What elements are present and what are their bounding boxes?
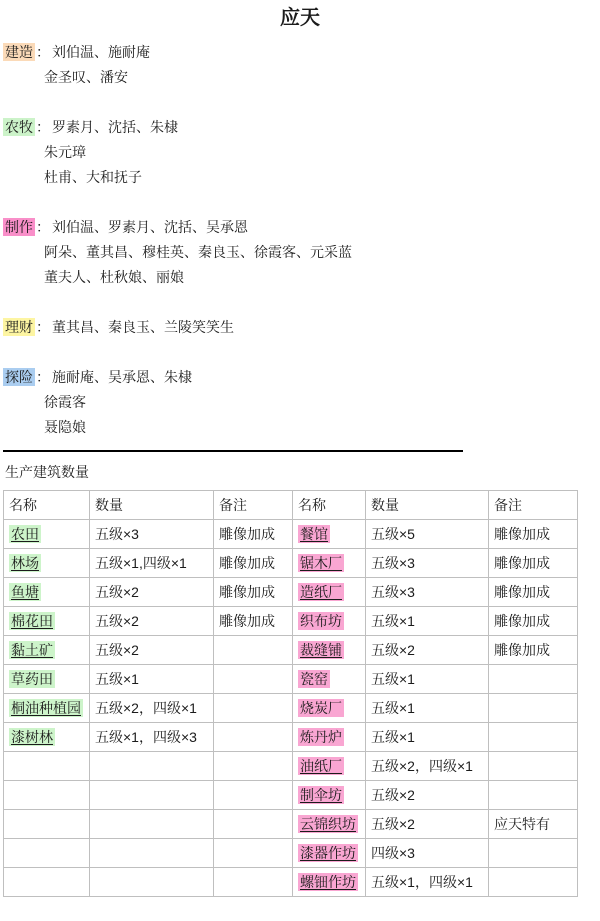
quantity-cell: 五级×2 — [90, 607, 214, 636]
building-name-cell — [293, 665, 366, 694]
note-cell — [214, 839, 293, 868]
role-section — [0, 40, 600, 90]
quantity-cell: 五级×1 — [366, 723, 489, 752]
quantity-cell — [90, 839, 214, 868]
quantity-cell: 五级×5 — [366, 520, 489, 549]
quantity-cell: 五级×2 — [90, 636, 214, 665]
building-name-cell — [4, 665, 90, 694]
role-section — [0, 215, 600, 290]
note-cell: 雕像加成 — [214, 549, 293, 578]
note-cell — [214, 636, 293, 665]
table-row — [4, 607, 578, 636]
note-cell — [489, 694, 578, 723]
quantity-cell — [90, 810, 214, 839]
note-cell — [489, 868, 578, 897]
section-label: 探险 — [5, 369, 33, 385]
building-name-highlight: 烧炭厂 — [300, 700, 342, 716]
section-names: 刘伯温、施耐庵 — [52, 44, 150, 60]
quantity-cell: 五级×1，四级×1 — [366, 868, 489, 897]
building-name-cell — [4, 578, 90, 607]
building-name-highlight: 餐馆 — [300, 526, 328, 542]
role-section — [0, 365, 600, 440]
quantity-cell: 四级×3 — [366, 839, 489, 868]
building-name-cell — [4, 723, 90, 752]
building-name-highlight: 农田 — [11, 526, 39, 542]
section-line: 董夫人、杜秋娘、丽娘 — [44, 269, 184, 285]
note-cell — [214, 752, 293, 781]
section-colon: ： — [36, 119, 50, 135]
building-name-cell — [293, 694, 366, 723]
role-section — [0, 315, 600, 340]
building-name-cell — [293, 839, 366, 868]
building-name-cell — [293, 636, 366, 665]
quantity-cell: 五级×1 — [90, 665, 214, 694]
table-row — [4, 723, 578, 752]
quantity-cell: 五级×3 — [90, 520, 214, 549]
section-names: 罗素月、沈括、朱棣 — [52, 119, 178, 135]
table-row — [4, 752, 578, 781]
section-line: 朱元璋 — [44, 144, 86, 160]
section-colon: ： — [36, 369, 50, 385]
table-row — [4, 520, 578, 549]
page-title: 应天 — [280, 7, 320, 29]
building-name-highlight: 织布坊 — [300, 613, 342, 629]
table-row — [4, 578, 578, 607]
building-name-cell — [293, 868, 366, 897]
building-name-cell — [4, 781, 90, 810]
section-line: 徐霞客 — [44, 394, 86, 410]
section-names: 施耐庵、吴承恩、朱棣 — [52, 369, 192, 385]
building-name-highlight: 鱼塘 — [11, 584, 39, 600]
section-label: 农牧 — [5, 119, 33, 135]
column-header: 名称 — [293, 491, 366, 520]
quantity-cell — [90, 752, 214, 781]
table-header-row — [4, 491, 578, 520]
column-header: 备注 — [489, 491, 578, 520]
building-name-highlight: 黏土矿 — [11, 642, 53, 658]
building-name-highlight: 草药田 — [11, 671, 53, 687]
table-body — [4, 520, 578, 897]
building-name-highlight: 棉花田 — [11, 613, 53, 629]
table-title: 生产建筑数量 — [5, 464, 89, 480]
section-names: 董其昌、秦良玉、兰陵笑笑生 — [52, 319, 234, 335]
building-name-cell — [4, 520, 90, 549]
table-row — [4, 868, 578, 897]
building-name-cell — [4, 636, 90, 665]
section-colon: ： — [36, 44, 50, 60]
building-name-cell — [4, 868, 90, 897]
table-row — [4, 549, 578, 578]
building-name-cell — [4, 752, 90, 781]
column-header: 名称 — [4, 491, 90, 520]
note-cell — [214, 781, 293, 810]
quantity-cell — [90, 781, 214, 810]
note-cell: 雕像加成 — [489, 549, 578, 578]
section-label: 理财 — [5, 319, 33, 335]
building-name-highlight: 漆树林 — [11, 729, 53, 745]
quantity-cell: 五级×3 — [366, 549, 489, 578]
table-row — [4, 665, 578, 694]
table-row — [4, 810, 578, 839]
note-cell: 雕像加成 — [214, 520, 293, 549]
building-name-cell — [4, 694, 90, 723]
quantity-cell: 五级×2 — [366, 636, 489, 665]
section-line — [0, 315, 600, 340]
column-header: 数量 — [90, 491, 214, 520]
note-cell — [214, 665, 293, 694]
quantity-cell: 五级×2，四级×1 — [90, 694, 214, 723]
note-cell: 雕像加成 — [489, 520, 578, 549]
quantity-cell: 五级×1,四级×1 — [90, 549, 214, 578]
quantity-cell: 五级×2 — [90, 578, 214, 607]
building-name-highlight: 瓷窑 — [300, 671, 328, 687]
quantity-cell: 五级×2，四级×1 — [366, 752, 489, 781]
building-name-cell — [293, 607, 366, 636]
note-cell — [214, 868, 293, 897]
column-header: 备注 — [214, 491, 293, 520]
section-colon: ： — [36, 319, 50, 335]
building-name-highlight: 螺钿作坊 — [300, 874, 356, 890]
quantity-cell — [90, 868, 214, 897]
note-cell — [214, 694, 293, 723]
note-cell — [489, 723, 578, 752]
note-cell — [214, 810, 293, 839]
section-line — [0, 365, 600, 390]
quantity-cell: 五级×1，四级×3 — [90, 723, 214, 752]
building-name-cell — [293, 810, 366, 839]
building-name-highlight: 锯木厂 — [300, 555, 342, 571]
building-name-highlight: 裁缝铺 — [300, 642, 342, 658]
building-name-cell — [293, 752, 366, 781]
building-name-cell — [293, 781, 366, 810]
section-line — [0, 215, 600, 240]
note-cell — [489, 665, 578, 694]
section-line — [0, 40, 600, 65]
building-name-cell — [293, 578, 366, 607]
note-cell — [489, 839, 578, 868]
role-section — [0, 115, 600, 190]
building-name-highlight: 炼丹炉 — [300, 729, 342, 745]
table-row — [4, 781, 578, 810]
building-name-highlight: 制伞坊 — [300, 787, 342, 803]
quantity-cell: 五级×1 — [366, 694, 489, 723]
building-name-cell — [4, 839, 90, 868]
buildings-table — [3, 490, 578, 897]
section-line: 聂隐娘 — [44, 419, 86, 435]
table-row — [4, 636, 578, 665]
building-name-cell — [293, 549, 366, 578]
table-row — [4, 694, 578, 723]
quantity-cell: 五级×3 — [366, 578, 489, 607]
section-line: 杜甫、大和抚子 — [44, 169, 142, 185]
note-cell: 雕像加成 — [214, 607, 293, 636]
table-row — [4, 839, 578, 868]
note-cell: 应天特有 — [489, 810, 578, 839]
section-label: 制作 — [5, 219, 33, 235]
note-cell: 雕像加成 — [489, 607, 578, 636]
note-cell: 雕像加成 — [214, 578, 293, 607]
section-colon: ： — [36, 219, 50, 235]
building-name-cell — [4, 810, 90, 839]
section-names: 刘伯温、罗素月、沈括、吴承恩 — [52, 219, 248, 235]
building-name-highlight: 云锦织坊 — [300, 816, 356, 832]
building-name-highlight: 林场 — [11, 555, 39, 571]
column-header: 数量 — [366, 491, 489, 520]
building-name-highlight: 造纸厂 — [300, 584, 342, 600]
section-line: 金圣叹、潘安 — [44, 69, 128, 85]
section-label: 建造 — [5, 44, 33, 60]
note-cell — [489, 781, 578, 810]
building-name-highlight: 油纸厂 — [300, 758, 342, 774]
note-cell: 雕像加成 — [489, 578, 578, 607]
building-name-highlight: 桐油种植园 — [11, 700, 81, 716]
quantity-cell: 五级×2 — [366, 781, 489, 810]
section-line: 阿朵、董其昌、穆桂英、秦良玉、徐霞客、元采蓝 — [44, 244, 352, 260]
building-name-cell — [293, 723, 366, 752]
note-cell — [489, 752, 578, 781]
building-name-cell — [293, 520, 366, 549]
note-cell — [214, 723, 293, 752]
quantity-cell: 五级×2 — [366, 810, 489, 839]
divider — [3, 450, 463, 452]
note-cell: 雕像加成 — [489, 636, 578, 665]
quantity-cell: 五级×1 — [366, 607, 489, 636]
section-line — [0, 115, 600, 140]
building-name-highlight: 漆器作坊 — [300, 845, 356, 861]
quantity-cell: 五级×1 — [366, 665, 489, 694]
building-name-cell — [4, 549, 90, 578]
building-name-cell — [4, 607, 90, 636]
role-sections — [0, 40, 600, 440]
